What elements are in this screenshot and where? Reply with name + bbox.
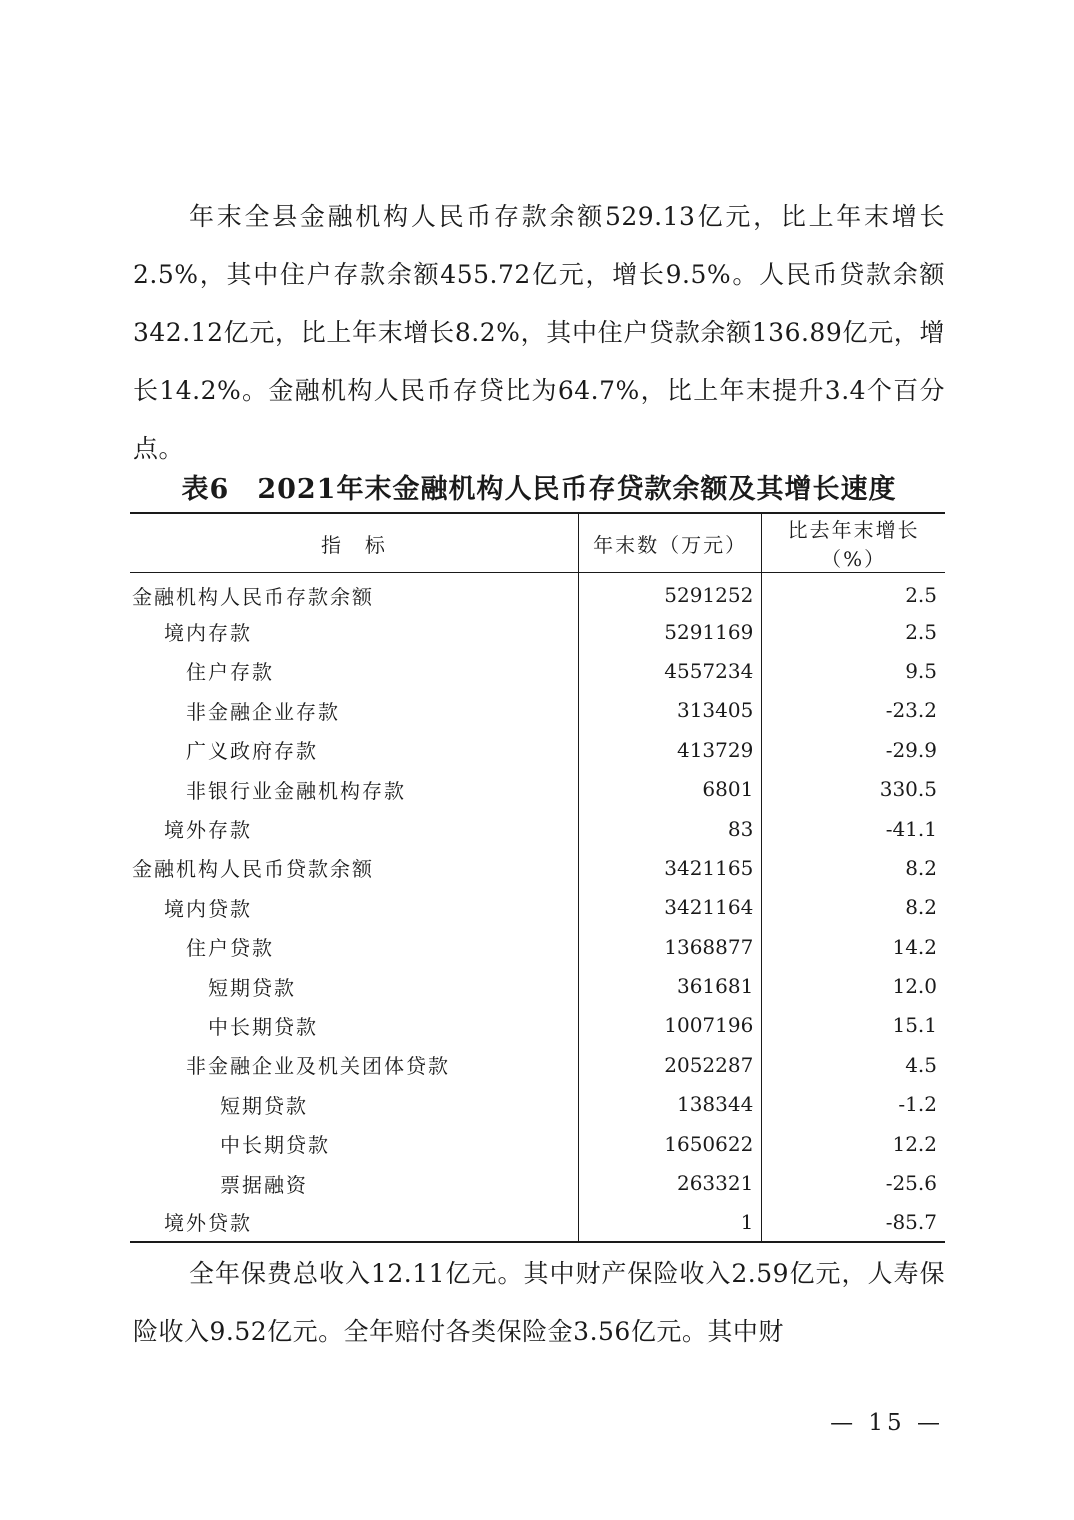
table-row (130, 1163, 945, 1202)
row-label: 广义政府存款 (186, 739, 318, 764)
row-value: 413729 (578, 730, 761, 769)
row-label: 短期贷款 (208, 975, 296, 1000)
table-row (130, 1203, 945, 1242)
row-growth: -85.7 (762, 1203, 945, 1242)
row-growth: -23.2 (762, 691, 945, 730)
row-growth: 12.0 (762, 966, 945, 1005)
table-row (130, 769, 945, 808)
row-value: 138344 (578, 1085, 761, 1124)
header-growth: 比去年末增长（%） (762, 513, 945, 573)
row-growth: -25.6 (762, 1163, 945, 1202)
table-row (130, 1124, 945, 1163)
row-growth: 14.2 (762, 927, 945, 966)
row-growth: -1.2 (762, 1085, 945, 1124)
header-indicator: 指 标 (130, 513, 578, 573)
row-growth: -29.9 (762, 730, 945, 769)
row-value: 6801 (578, 769, 761, 808)
row-growth: 8.2 (762, 888, 945, 927)
row-value: 1650622 (578, 1124, 761, 1163)
table-row (130, 848, 945, 887)
row-growth: 4.5 (762, 1045, 945, 1084)
row-label: 境外存款 (164, 818, 252, 843)
row-growth: 15.1 (762, 1006, 945, 1045)
table-row (130, 651, 945, 690)
table-row (130, 612, 945, 651)
row-value: 83 (578, 809, 761, 848)
row-value: 2052287 (578, 1045, 761, 1084)
row-label: 非金融企业存款 (186, 699, 340, 724)
row-label: 金融机构人民币贷款余额 (132, 857, 374, 882)
row-label: 境内贷款 (164, 896, 252, 921)
row-growth: 330.5 (762, 769, 945, 808)
row-label: 住户存款 (186, 660, 274, 685)
row-label: 短期贷款 (220, 1093, 308, 1118)
paragraph-insurance: 全年保费总收入12.11亿元。其中财产保险收入2.59亿元，人寿保险收入9.52亿元。全年赔付各类保险金3.56亿元。其中财 (133, 1259, 945, 1346)
table-row (130, 1085, 945, 1124)
table-container (130, 512, 945, 1243)
row-growth: -41.1 (762, 809, 945, 848)
row-value: 1 (578, 1203, 761, 1242)
table-row (130, 966, 945, 1005)
table-row (130, 927, 945, 966)
row-value: 5291252 (578, 573, 761, 612)
row-label: 非银行业金融机构存款 (186, 778, 406, 803)
table-row (130, 1045, 945, 1084)
deposit-loan-table (130, 512, 945, 1243)
row-label: 住户贷款 (186, 936, 274, 961)
row-label: 境内存款 (164, 621, 252, 646)
row-growth: 12.2 (762, 1124, 945, 1163)
row-value: 4557234 (578, 651, 761, 690)
row-value: 313405 (578, 691, 761, 730)
row-growth: 2.5 (762, 573, 945, 612)
table-row (130, 573, 945, 612)
row-value: 1007196 (578, 1006, 761, 1045)
page-number: — 15 — (830, 1410, 944, 1436)
row-label: 中长期贷款 (220, 1133, 330, 1158)
row-value: 263321 (578, 1163, 761, 1202)
table-title: 表6 2021年末金融机构人民币存贷款余额及其增长速度 (181, 474, 897, 505)
table-row (130, 730, 945, 769)
table-row (130, 691, 945, 730)
row-value: 1368877 (578, 927, 761, 966)
row-label: 中长期贷款 (208, 1014, 318, 1039)
table-row (130, 888, 945, 927)
row-growth: 2.5 (762, 612, 945, 651)
row-value: 5291169 (578, 612, 761, 651)
row-growth: 9.5 (762, 651, 945, 690)
row-value: 361681 (578, 966, 761, 1005)
header-year-end: 年末数（万元） (578, 513, 761, 573)
row-label: 境外贷款 (130, 1203, 578, 1242)
paragraph-deposits-loans: 年末全县金融机构人民币存款余额529.13亿元，比上年末增长2.5%，其中住户存款余额455.72亿元，增长9.5%。人民币贷款余额342.12亿元，比上年末增长8.2%，其中住户贷款余额136.89亿元，增长14.2%。金融机构人民币存贷比为64.7%，比上年末提升3.4个百分点。 (133, 202, 945, 463)
row-growth: 8.2 (762, 848, 945, 887)
table-row (130, 809, 945, 848)
table-row (130, 1006, 945, 1045)
table-header-row (130, 513, 945, 573)
row-label: 金融机构人民币存款余额 (132, 584, 374, 609)
row-value: 3421165 (578, 848, 761, 887)
row-label: 非金融企业及机关团体贷款 (186, 1054, 450, 1079)
row-label: 票据融资 (220, 1172, 308, 1197)
row-value: 3421164 (578, 888, 761, 927)
